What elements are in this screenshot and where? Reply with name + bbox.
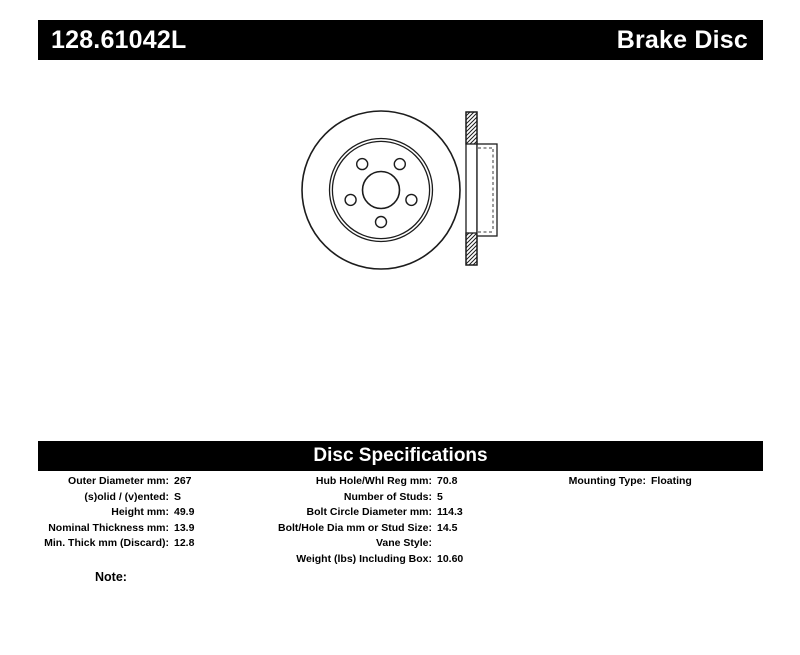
spec-label: Min. Thick mm (Discard): (44, 537, 169, 549)
spec-label: Outer Diameter mm: (68, 475, 169, 487)
hat-section (477, 144, 497, 236)
spec-label: (s)olid / (v)ented: (84, 490, 169, 503)
spec-label: Height mm: (111, 506, 169, 518)
stud-hole (376, 217, 387, 228)
hub-hole-circle (363, 172, 400, 209)
spec-label: Bolt/Hole Dia mm or Stud Size: (277, 521, 432, 534)
hat-edge-outer-circle (330, 139, 433, 242)
spec-value: 267 (174, 475, 192, 487)
spec-value: 49.9 (174, 506, 195, 518)
part-number: 128.61042L (51, 25, 187, 54)
spec-value: S (174, 490, 182, 503)
spec-value: 13.9 (174, 521, 195, 534)
header-bar (38, 20, 763, 60)
outer-diameter-circle (302, 111, 460, 269)
disc-front-view (302, 111, 460, 269)
spec-value: Floating (651, 475, 692, 487)
stud-hole (394, 159, 405, 170)
stud-hole (406, 194, 417, 205)
disc-cross-section (466, 112, 497, 265)
note-label: Note: (95, 570, 127, 584)
spec-value: 12.8 (174, 537, 195, 549)
spec-value: 70.8 (437, 475, 458, 487)
spec-value: 10.60 (437, 552, 464, 565)
stud-hole (345, 194, 356, 205)
spec-label: Nominal Thickness mm: (48, 521, 169, 534)
stud-hole (357, 159, 368, 170)
spec-value: 14.5 (437, 521, 458, 534)
spec-label: Bolt Circle Diameter mm: (306, 506, 432, 518)
spec-label: Vane Style: (375, 537, 432, 549)
spec-value: 5 (437, 490, 443, 503)
product-type-title: Brake Disc (616, 25, 748, 54)
brake-disc-drawing (290, 100, 510, 280)
spec-label: Hub Hole/Whl Reg mm: (315, 475, 432, 487)
rotor-hatch-bottom (466, 233, 477, 265)
spec-label: Weight (lbs) Including Box: (296, 552, 432, 565)
spec-section-title: Disc Specifications (313, 445, 488, 466)
spec-label: Mounting Type: (568, 475, 646, 487)
spec-section-header (38, 441, 763, 471)
rotor-hatch-top (466, 112, 477, 144)
spec-value: 114.3 (437, 506, 463, 518)
stud-holes (345, 159, 417, 228)
hat-edge-inner-circle (332, 141, 429, 238)
spec-label: Number of Studs: (343, 490, 432, 503)
